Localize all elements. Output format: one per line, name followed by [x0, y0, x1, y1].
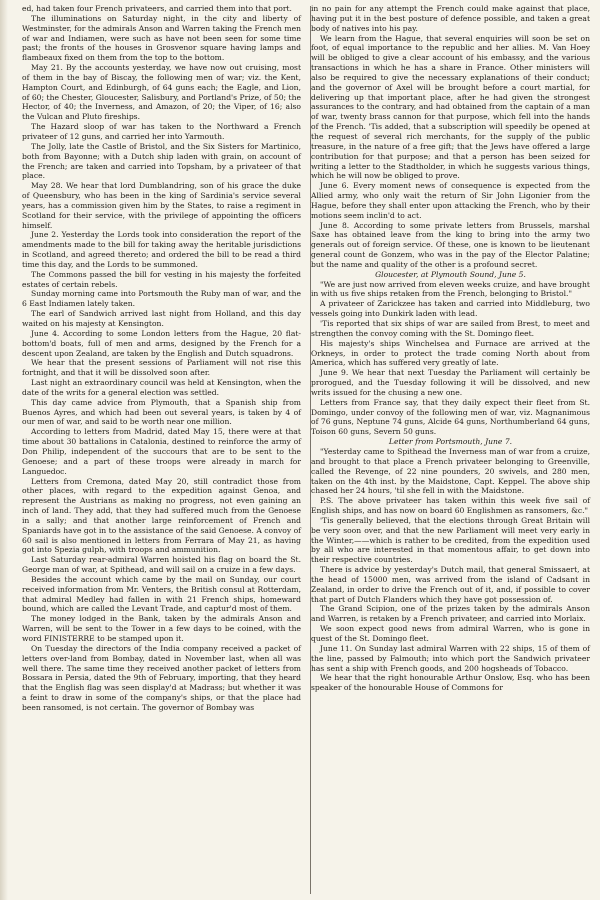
paragraph: We hear that the right honourable Arthur Onslow, Esq. who has been speaker of the honourable House of Commons for [311, 673, 590, 693]
left-column [22, 4, 301, 894]
paragraph: We learn from the Hague, that several enquiries will soon be set on foot, of equal importance to the republic and her allies. M. Van Hoey will be obliged to give a clear account of his embassy, and the various transactions in which he has a share in France. Other ministers will also be required to give the necessary explanations of their conduct; and the governor of Axel will be brought before a court martial, for delivering up that important place, after he had given the strongest assurances to the contrary, and had obtained from the captain of a man of war, twenty brass cannon for that purpose, which fell into the hands of the French. 'Tis added, that a subscription will speedily be opened at the request of several rich merchants, for the supply of the public treasure, in the nature of a free gift; that the Jews have offered a large contribution for that purpose; and that a person has been seized for writing a letter to the Stadtholder, in which he suggests various things, which he will now be obliged to prove. [311, 33, 590, 181]
paragraph: This day came advice from Plymouth, that a Spanish ship from Buenos Ayres, and which had been out several years, is taken by 4 of our men of war, and said to be worth near one million. [22, 397, 301, 427]
paragraph: The Commons passed the bill for vesting in his majesty the forfeited estates of certain rebels. [22, 269, 301, 289]
paragraph: 'Tis reported that six ships of war are sailed from Brest, to meet and strengthen the convoy coming with the St. Domingo fleet. [311, 319, 590, 338]
paragraph: His majesty's ships Winchelsea and Furnace are arrived at the Orkneys, in order to protect the trade coming North about from America, which has suffered very greatly of late. [311, 338, 590, 368]
paragraph: Last night an extraordinary council was held at Kensington, when the date of the writs for a general election was settled. [22, 378, 301, 397]
dateline-heading: Gloucester, at Plymouth Sound, June 5. [375, 269, 526, 279]
paragraph: ed, had taken four French privateers, and carried them into that port. [22, 4, 292, 13]
paragraph: June 4. According to some London letters from the Hague, 20 flat-bottom'd boats, full of men and arms, designed by the French for a descent upon Zealand, are taken by the English and Dutch squadrons. [22, 328, 301, 358]
paragraph: "We are just now arrived from eleven weeks cruize, and have brought in with us five ships retaken from the French, belonging to Bristol." [311, 279, 590, 299]
paragraph: June 6. Every moment news of consequence is expected from the Allied army, who only wait the return of Sir John Ligonier from the Hague, before they shall enter upon attacking the French, who by their motions seem inclin'd to act. [311, 181, 590, 220]
paragraph: According to letters from Madrid, dated May 15, there were at that time about 30 battalions in Catalonia, destined to reinforce the army of Don Philip, independent of the succours that are to be sent to the Genoese; and a part of these troops were already in march for Languedoc. [22, 427, 301, 476]
paragraph: May 21. By the accounts yesterday, we have now out cruising, most of them in the bay of Biscay, the following men of war; viz. the Kent, Hampton Court, and Edinburgh, of 64 guns each; the Eagle, and Lion, of 60; the Chester, Gloucester, Salisbury, and Portland's Prize, of 50; the Hector, of 40; the Inverness, and Amazon, of 20; the Viper, of 16; also the Vulcan and Pluto fireships. [22, 63, 301, 122]
paragraph: Besides the account which came by the mail on Sunday, our court received information from Mr. Venters, the British consul at Rotterdam, that admiral Medley had fallen in with 21 French ships, homeward bound, which are called the Levant Trade, and captur'd most of them. [22, 574, 301, 614]
dateline-heading: Letter from Portsmouth, June 7. [388, 437, 513, 447]
paragraph: The Grand Scipion, one of the prizes taken by the admirals Anson and Warren, is retaken by a French privateer, and carried into Morlaix. [311, 604, 590, 624]
paragraph: Sunday morning came into Portsmouth the Ruby man of war, and the 6 East Indiamen lately taken. [22, 289, 301, 309]
paragraph: June 11. On Sunday last admiral Warren with 22 ships, 15 of them of the line, passed by Falmouth; into which port the Sandwich privateer has sent a ship with French goods, and 200 hogsheads of Tobacco. [311, 643, 590, 673]
paragraph: "Yesterday came to Spithead the Inverness man of war from a cruize, and brought to that place a French privateer belonging to Greenville, called the Revenge, of 22 nine pounders, 20 swivels, and 280 men, taken on the 4th inst. by the Maidstone, Capt. Keppel. The above ship chased her 24 hours, 'til she fell in with the Maidstone. [311, 446, 590, 496]
paragraph: On Tuesday the directors of the India company received a packet of letters over-land from Bombay, dated in November last, when all was well there. The same time they received another packet of letters from Bossara in Persia, dated the 9th of February, importing, that they heard that the English flag was seen display'd at Madrass; but whether it was a feint to draw in some of the company's ships, or that the place had been ransomed, is not certain. The governor of Bombay was [22, 643, 301, 712]
paragraph: June 8. According to some private letters from Brussels, marshal Saxe has obtained leave from the king to bring into the army two generals out of foreign service. Of these, one is known to be lieutenant general count de Gonzem, who was in the pay of the Elector Palatine; but the name and quality of the other is a profound secret. [311, 220, 590, 269]
paragraph: Last Saturday rear-admiral Warren hoisted his flag on board the St. George man of war, at Spithead, and will sail on a cruize in a few days. [22, 555, 301, 575]
paragraph: The money lodged in the Bank, taken by the admirals Anson and Warren, will be sent to the Tower in a few days to be coined, with the word FINISTERRE to be stamped upon it. [22, 614, 301, 643]
paragraph: The illuminations on Saturday night, in the city and liberty of Westminster, for the admirals Anson and Warren taking the French men of war and Indiamen, were such as have not been seen for some time past; the fronts of the houses in Grosvenor square having lamps and flambeaux fixed on them from the top to the bottom. [22, 13, 301, 63]
page-binding-shadow [0, 0, 8, 900]
paragraph: The Hazard sloop of war has taken to the Northward a French privateer of 12 guns, and carried her into Yarmouth. [22, 122, 301, 141]
paragraph: We soon expect good news from admiral Warren, who is gone in quest of the St. Domingo fleet. [311, 624, 590, 643]
paragraph: A privateer of Zarickzee has taken and carried into Middleburg, two vessels going into Dunkirk laden with lead. [311, 299, 590, 319]
paragraph: 'Tis generally believed, that the elections through Great Britain will be very soon over, and that the new Parliament will meet very early in the Winter,——which is rather to be credited, from the expedition used by all who are interested in that momentous affair, to get down into their respective countries. [311, 515, 590, 565]
right-column [311, 4, 590, 894]
paragraph: June 9. We hear that next Tuesday the Parliament will certainly be prorogued, and the Tuesday following it will be dissolved, and new writs issued for the chusing a new one. [311, 368, 590, 397]
column-divider [310, 6, 311, 894]
paragraph: P.S. The above privateer has taken within this week five sail of English ships, and has now on board 60 Englishmen as ransomers, &c." [311, 496, 590, 516]
paragraph: There is advice by yesterday's Dutch mail, that general Smissaert, at the head of 15000 men, was arrived from the island of Cadsant in Zealand, in order to drive the French out of it, and, if possible to cover that part of Dutch Flanders which they have got possession of. [311, 565, 590, 604]
paragraph: June 2. Yesterday the Lords took into consideration the report of the amendments made to the bill for taking away the heritable jurisdictions in Scotland, and agreed thereto; and ordered the bill to be read a third time this day, and the Lords to be summoned. [22, 230, 301, 269]
paragraph: in no pain for any attempt the French could make against that place, having put it in the best posture of defence possible, and taken a great body of natives into his pay. [311, 4, 590, 33]
paragraph: The earl of Sandwich arrived last night from Holland, and this day waited on his majesty at Kensington. [22, 309, 301, 328]
paragraph: The Jolly, late the Castle of Bristol, and the Six Sisters for Martinico, both from Bayonne; with a Dutch ship laden with grain, on account of the French; are taken and carried into Topsham, by a privateer of that place. [22, 141, 301, 181]
paragraph: Letters from France say, that they daily expect their fleet from St. Domingo, under convoy of the following men of war, viz. Magnanimous of 76 guns, Neptune 74 guns, Alcide 64 guns, Northumberland 64 guns, Toison 60 guns, Severn 50 guns. [311, 397, 590, 437]
paragraph: Letters from Cremona, dated May 20, still contradict those from other places, with regard to the expedition against Genoa, and represent the Austrians as making no progress, not even gaining an inch of land. They add, that they had suffered much from the Genoese in a sally; and that another large reinforcement of French and Spaniards have got in to the assistance of the said Genoese. A convoy of 60 sail is also mentioned in letters from Ferrara of May 21, as having got into Spezia gulph, with troops and ammunition. [22, 476, 301, 555]
paragraph: May 28. We hear that lord Dumblandring, son of his grace the duke of Queensbury, who has been in the king of Sardinia's service several years, has a commission given him by the States, to raise a regiment in Scotland for their service, with the privilege of appointing the officers himself. [22, 181, 301, 230]
paragraph: We hear that the present sessions of Parliament will not rise this fortnight, and that it will be dissolved soon after. [22, 358, 301, 378]
